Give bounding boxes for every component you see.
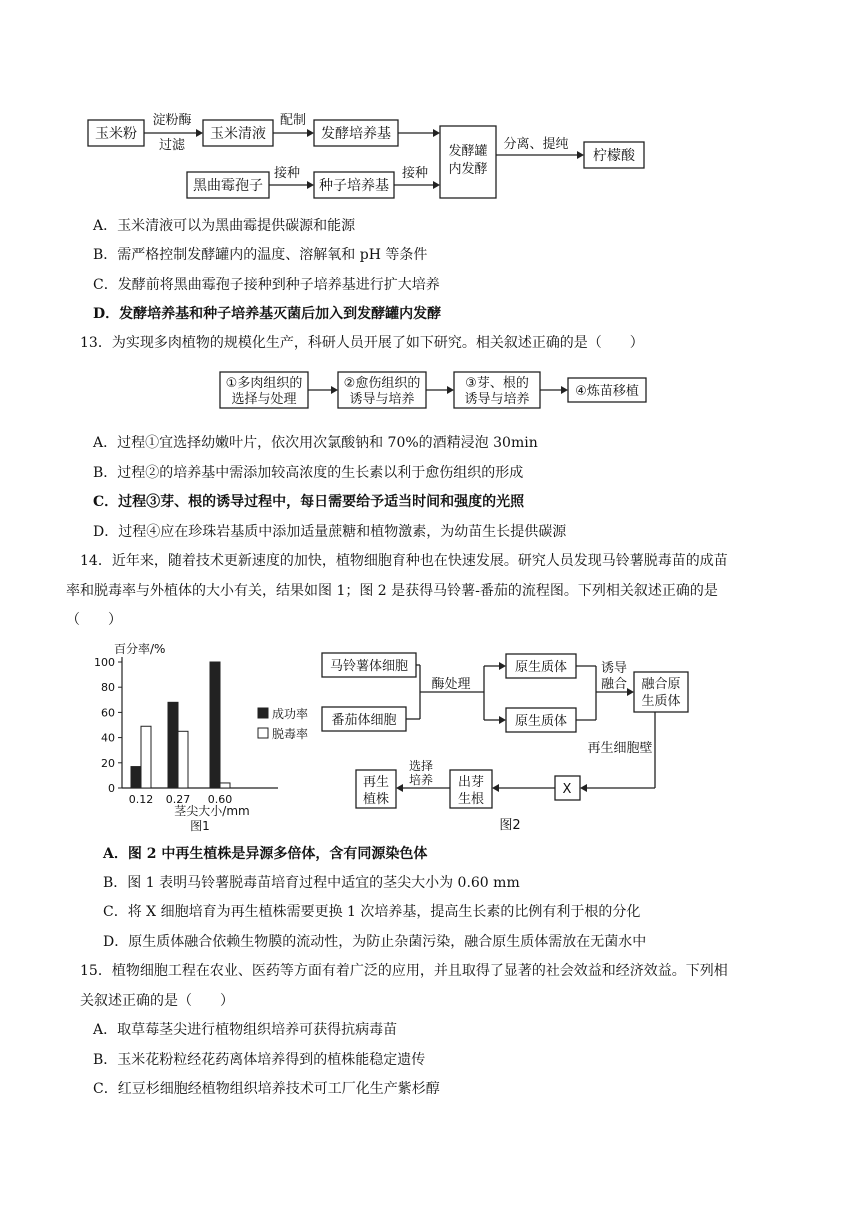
q15-stem-line1: 15．植物细胞工程在农业、医药等方面有着广泛的应用，并且取得了显著的社会效益和经济效益。下列相 bbox=[80, 963, 728, 979]
y-tick-label: 100 bbox=[94, 656, 115, 669]
box-plant-label-1: 再生 bbox=[362, 775, 390, 790]
tank-label-1: 发酵罐 bbox=[448, 144, 488, 159]
label-amylase: 淀粉酶 bbox=[152, 113, 192, 128]
x-tick-label: 0.12 bbox=[128, 793, 154, 806]
box-corn-liquid-label: 玉米清液 bbox=[210, 126, 266, 142]
q12-option-a: A．玉米清液可以为黑曲霉提供碳源和能源 bbox=[93, 218, 356, 234]
label-inoculate-2: 接种 bbox=[401, 166, 429, 181]
box-x-cell: X bbox=[562, 782, 572, 797]
x-tick-label: 0.27 bbox=[165, 793, 191, 806]
q15-option-a: A．取草莓茎尖进行植物组织培养可获得抗病毒苗 bbox=[93, 1022, 398, 1038]
q14-option-d: D．原生质体融合依赖生物膜的流动性，为防止杂菌污染，融合原生质体需放在无菌水中 bbox=[103, 934, 647, 950]
box-ferment-medium-label: 发酵培养基 bbox=[321, 126, 391, 142]
y-tick-label: 0 bbox=[108, 782, 115, 795]
y-tick-label: 60 bbox=[101, 706, 115, 720]
q15-stem-line2: 关叙述正确的是（ ） bbox=[80, 993, 234, 1009]
box-plant-label-2: 植株 bbox=[362, 792, 390, 807]
label-filter: 过滤 bbox=[158, 138, 186, 153]
box-tomato-cell: 番茄体细胞 bbox=[331, 713, 397, 728]
q14-option-c: C．将 X 细胞培育为再生植株需要更换 1 次培养基，提高生长素的比例有利于根的分化 bbox=[103, 904, 641, 920]
chart-xlabel: 茎尖大小/mm bbox=[174, 804, 250, 818]
legend-label: 脱毒率 bbox=[272, 727, 309, 741]
q13-option-c: C．过程③芽、根的诱导过程中，每日需要给予适当时间和强度的光照 bbox=[93, 494, 525, 510]
figure1-caption: 图1 bbox=[190, 819, 210, 833]
q12-option-b: B．需严格控制发酵罐内的温度、溶解氧和 pH 等条件 bbox=[93, 247, 428, 263]
box-citric-acid-label: 柠檬酸 bbox=[593, 148, 635, 164]
box-protoplast-1: 原生质体 bbox=[514, 660, 568, 675]
box-seed-medium-label: 种子培养基 bbox=[319, 178, 389, 194]
step2-label-2: 诱导与培养 bbox=[349, 392, 415, 407]
q14-stem-line3: （ ） bbox=[66, 612, 122, 628]
q14-option-a: A．图 2 中再生植株是异源多倍体，含有同源染色体 bbox=[103, 846, 428, 862]
q13-option-a: A．过程①宜选择幼嫩叶片，依次用次氯酸钠和 70%的酒精浸泡 30min bbox=[93, 435, 538, 451]
label-separate-purify: 分离、提纯 bbox=[503, 137, 569, 152]
q15-option-c: C．红豆杉细胞经植物组织培养技术可工厂化生产紫杉醇 bbox=[93, 1081, 440, 1097]
label-enzyme-treatment: 酶处理 bbox=[431, 677, 471, 692]
step2-label-1: ②愈伤组织的 bbox=[343, 376, 421, 391]
step3-label-2: 诱导与培养 bbox=[464, 392, 530, 407]
box-potato-cell: 马铃薯体细胞 bbox=[329, 659, 409, 674]
q13-option-d: D．过程④应在珍珠岩基质中添加适量蔗糖和植物激素，为幼苗生长提供碳源 bbox=[93, 524, 567, 540]
legend-label: 成功率 bbox=[272, 707, 309, 721]
label-inoculate-1: 接种 bbox=[273, 166, 301, 181]
box-spores-label: 黑曲霉孢子 bbox=[193, 178, 263, 194]
y-tick-label: 40 bbox=[101, 731, 115, 745]
tank-label-2: 内发酵 bbox=[448, 162, 488, 177]
box-fused-label-1: 融合原 bbox=[641, 677, 681, 692]
x-tick-label: 0.60 bbox=[207, 793, 233, 806]
label-induce: 诱导 bbox=[600, 661, 628, 676]
q12-option-d: D．发酵培养基和种子培养基灭菌后加入到发酵罐内发酵 bbox=[93, 306, 442, 322]
q13-stem: 13．为实现多肉植物的规模化生产，科研人员开展了如下研究。相关叙述正确的是（ ） bbox=[80, 335, 644, 351]
chart-ylabel: 百分率/% bbox=[114, 642, 166, 656]
step3-label-1: ③芽、根的 bbox=[465, 376, 529, 391]
label-select: 选择 bbox=[408, 759, 434, 773]
q15-option-b: B．玉米花粉粒经花药离体培养得到的植株能稳定遗传 bbox=[93, 1052, 426, 1068]
step1-label-2: 选择与处理 bbox=[231, 392, 297, 407]
box-corn-powder-label: 玉米粉 bbox=[95, 126, 137, 142]
label-culture: 培养 bbox=[408, 773, 434, 787]
box-protoplast-2: 原生质体 bbox=[514, 714, 568, 729]
box-fused-label-2: 生质体 bbox=[641, 694, 681, 709]
figure2-caption: 图2 bbox=[499, 818, 521, 833]
y-tick-label: 80 bbox=[101, 681, 115, 695]
box-sprout-label-2: 生根 bbox=[457, 792, 485, 807]
label-regenerate-wall: 再生细胞壁 bbox=[587, 741, 653, 756]
q13-option-b: B．过程②的培养基中需添加较高浓度的生长素以利于愈伤组织的形成 bbox=[93, 465, 524, 481]
step4-label: ④炼苗移植 bbox=[575, 384, 639, 399]
q12-option-c: C．发酵前将黑曲霉孢子接种到种子培养基进行扩大培养 bbox=[93, 277, 440, 293]
q14-option-b: B．图 1 表明马铃薯脱毒苗培育过程中适宜的茎尖大小为 0.60 mm bbox=[103, 875, 520, 891]
y-tick-label: 20 bbox=[101, 756, 115, 770]
label-prepare: 配制 bbox=[279, 113, 307, 128]
q14-stem-line1: 14．近年来，随着技术更新速度的加快，植物细胞育种也在快速发展。研究人员发现马铃薯脱毒苗的成苗 bbox=[80, 553, 728, 569]
box-sprout-label-1: 出芽 bbox=[457, 775, 485, 790]
step1-label-1: ①多肉组织的 bbox=[225, 376, 303, 391]
q14-stem-line2: 率和脱毒率与外植体的大小有关，结果如图 1；图 2 是获得马铃薯-番茄的流程图。下列相关叙述正确的是 bbox=[66, 583, 718, 599]
label-fuse: 融合 bbox=[600, 677, 628, 692]
